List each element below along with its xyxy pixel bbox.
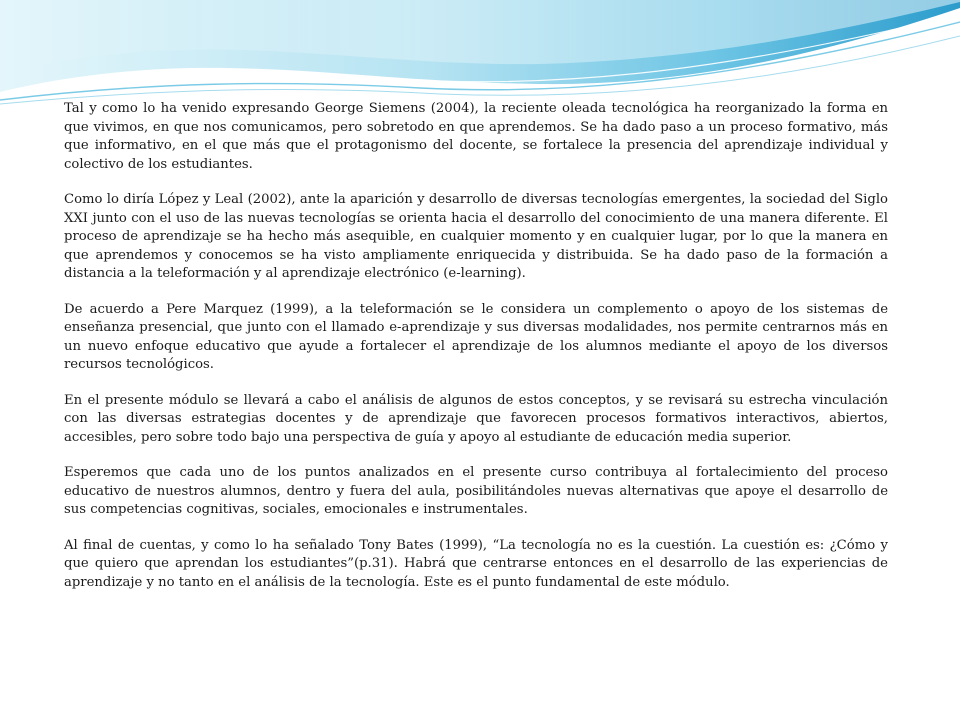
body-text	[64, 100, 888, 609]
paragraph-6: Al final de cuentas, y como lo ha señalado Tony Bates (1999), “La tecnología no es la cuestión. La cuestión es: ¿Cómo y que quiero que aprendan los estudiantes”(p.31). Habrá que centrarse entonces en el desarrollo de las experiencias de aprendizaje y no tanto en el análisis de la tecnología. Este es el punto fundamental de este módulo.	[64, 537, 888, 590]
paragraph-1: Tal y como lo ha venido expresando George Siemens (2004), la reciente oleada tecnológica ha reorganizado la forma en que vivimos, en que nos comunicamos, pero sobretodo en que aprendemos. Se ha dado paso a un proceso formativo, más que informativo, en el que más que el protagonismo del docente, se fortalece la presencia del aprendizaje individual y colectivo de los estudiantes.	[64, 101, 888, 172]
paragraph-3: De acuerdo a Pere Marquez (1999), a la teleformación se le considera un complemento o apoyo de los sistemas de enseñanza presencial, que junto con el llamado e-aprendizaje y sus diversas modalidades, nos permite centrarnos más en un nuevo enfoque educativo que ayude a fortalecer el aprendizaje de los alumnos mediante el apoyo de los diversos recursos tecnológicos.	[64, 301, 888, 372]
paragraph-4: En el presente módulo se llevará a cabo el análisis de algunos de estos conceptos, y se revisará su estrecha vinculación con las diversas estrategias docentes y de aprendizaje que favorecen procesos formativos interactivos, abiertos, accesibles, pero sobre todo bajo una perspectiva de guía y apoyo al estudiante de educación media superior.	[64, 392, 888, 445]
paragraph-5: Esperemos que cada uno de los puntos analizados en el presente curso contribuya al fortalecimiento del proceso educativo de nuestros alumnos, dentro y fuera del aula, posibilitándoles nuevas alternativas que apoye el desarrollo de sus competencias cognitivas, sociales, emocionales e instrumentales.	[64, 465, 888, 517]
paragraph-2: Como lo diría López y Leal (2002), ante la aparición y desarrollo de diversas tecnologías emergentes, la sociedad del Siglo XXI junto con el uso de las nuevas tecnologías se orienta hacia el desarrollo del conocimiento de una manera diferente. El proceso de aprendizaje se ha hecho más asequible, en cualquier momento y en cualquier lugar, por lo que la manera en que aprendemos y conocemos se ha visto ampliamente enriquecida y distribuida. Se ha dado paso de la formación a distancia a la teleformación y al aprendizaje electrónico (e-learning).	[64, 192, 888, 281]
